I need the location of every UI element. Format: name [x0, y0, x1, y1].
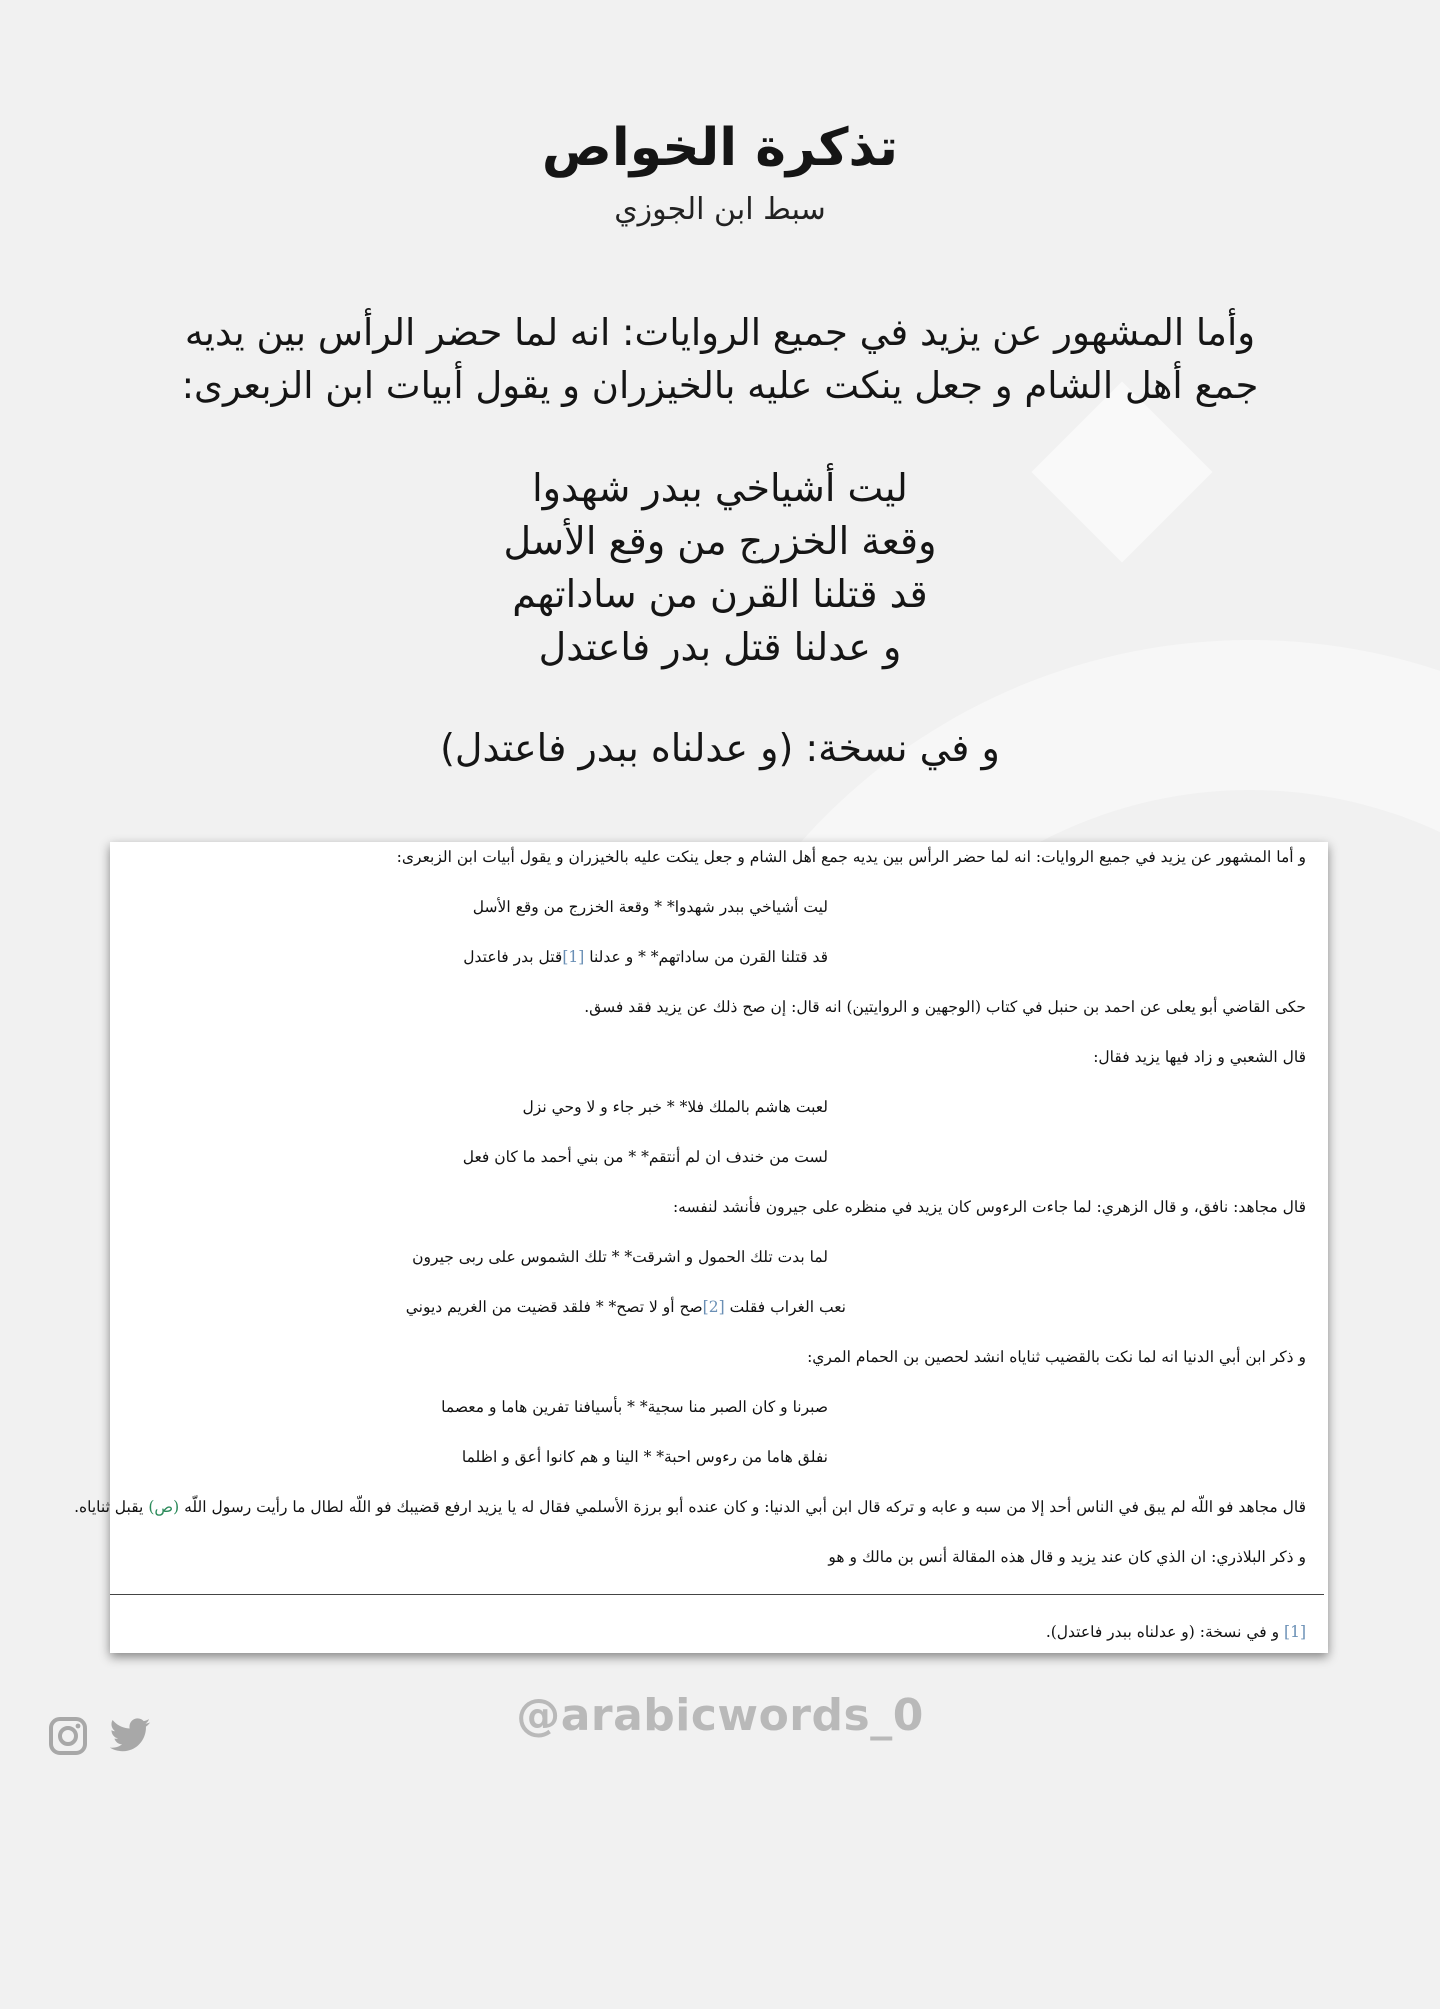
excerpt-paragraph: و أما المشهور عن يزيد في جميع الروايات: انه لما حضر الرأس بين يديه جمع أهل الشام و جعل ينكت عليه بالخيزران و يقول أبيات ابن الزبعرى: — [396, 848, 1306, 866]
salla-mark: (ص) — [148, 1498, 180, 1516]
footnote-text: و في نسخة: (و عدلناه ببدر فاعتدل). — [1045, 1623, 1284, 1641]
poem-line: ليت أشياخي ببدر شهدوا — [532, 466, 908, 510]
footnote-ref-link[interactable]: [2] — [702, 1298, 725, 1316]
footnote-divider — [110, 1594, 1324, 1595]
poem — [0, 462, 1440, 674]
footnote-ref-link[interactable]: [1] — [1284, 1623, 1306, 1641]
verse-text: قتل بدر فاعتدل — [463, 948, 563, 966]
footnote-ref-link[interactable]: [1] — [562, 948, 585, 966]
excerpt-verse: لست من خندف ان لم أنتقم* * من بني أحمد ما كان فعل — [462, 1148, 828, 1166]
excerpt-verse: صبرنا و كان الصبر منا سجية* * بأسيافنا تفرين هاما و معصما — [441, 1398, 828, 1416]
excerpt-paragraph: حكى القاضي أبو يعلى عن احمد بن حنبل في كتاب (الوجهين و الروايتين) انه قال: إن صح ذلك عن يزيد فقد فسق. — [584, 998, 1306, 1016]
excerpt-verse: ليت أشياخي ببدر شهدوا* * وقعة الخزرج من وقع الأسل — [472, 898, 828, 916]
book-excerpt — [74, 842, 1328, 1653]
excerpt-paragraph: و ذكر البلاذري: ان الذي كان عند يزيد و قال هذه المقالة أنس بن مالك و هو — [828, 1548, 1306, 1566]
variant-note: و في نسخة: (و عدلناه ببدر فاعتدل) — [440, 726, 1000, 770]
poem-line: وقعة الخزرج من وقع الأسل — [503, 519, 937, 563]
book-author: سبط ابن الجوزي — [614, 192, 826, 227]
excerpt-verse: لما بدت تلك الحمول و اشرقت* * تلك الشموس على ربى جيرون — [412, 1248, 828, 1266]
social-handle: @arabicwords_0 — [516, 1690, 924, 1741]
instagram-icon[interactable] — [46, 1714, 90, 1758]
poem-line: قد قتلنا القرن من ساداتهم — [512, 572, 928, 616]
paragraph-text: قال مجاهد فو اللّه لم يبق في الناس أحد إلا من سبه و عابه و تركه قال ابن أبي الدنيا: و كان عنده أبو برزة الأسلمي فقال له يا يزيد ارفع قضيبك فو اللّه لطال ما رأيت رسول اللّه — [179, 1498, 1306, 1516]
intro-paragraph — [90, 306, 1350, 412]
book-title: تذكرة الخواص — [541, 118, 899, 178]
verse-text: صح أو لا تصح* * فلقد قضيت من الغريم ديوني — [405, 1298, 703, 1316]
excerpt-paragraph: و ذكر ابن أبي الدنيا انه لما نكت بالقضيب ثناياه انشد لحصين بن الحمام المري: — [807, 1348, 1306, 1366]
excerpt-paragraph: قال مجاهد: نافق، و قال الزهري: لما جاءت الرءوس كان يزيد في منظره على جيرون فأنشد لنفسه: — [672, 1198, 1306, 1216]
excerpt-verse — [463, 948, 828, 966]
excerpt-verse: نفلق هاما من رءوس احبة* * الينا و هم كانوا أعق و اظلما — [461, 1448, 828, 1466]
excerpt-paragraph — [74, 1498, 1306, 1516]
poem-line: و عدلنا قتل بدر فاعتدل — [538, 625, 902, 669]
verse-text: نعب الغراب فقلت — [724, 1298, 846, 1316]
twitter-icon[interactable] — [108, 1714, 152, 1758]
excerpt-verse — [406, 1298, 846, 1316]
intro-line: جمع أهل الشام و جعل ينكت عليه بالخيزران و يقول أبيات ابن الزبعرى: — [181, 364, 1259, 407]
footnote — [1046, 1623, 1306, 1641]
excerpt-verse: لعبت هاشم بالملك فلا* * خبر جاء و لا وحي نزل — [522, 1098, 828, 1116]
verse-text: قد قتلنا القرن من ساداتهم* * و عدلنا — [584, 948, 828, 966]
paragraph-text: يقبل ثناياه. — [74, 1498, 149, 1516]
intro-line: وأما المشهور عن يزيد في جميع الروايات: انه لما حضر الرأس بين يديه — [184, 311, 1256, 354]
excerpt-paragraph: قال الشعبي و زاد فيها يزيد فقال: — [1093, 1048, 1306, 1066]
